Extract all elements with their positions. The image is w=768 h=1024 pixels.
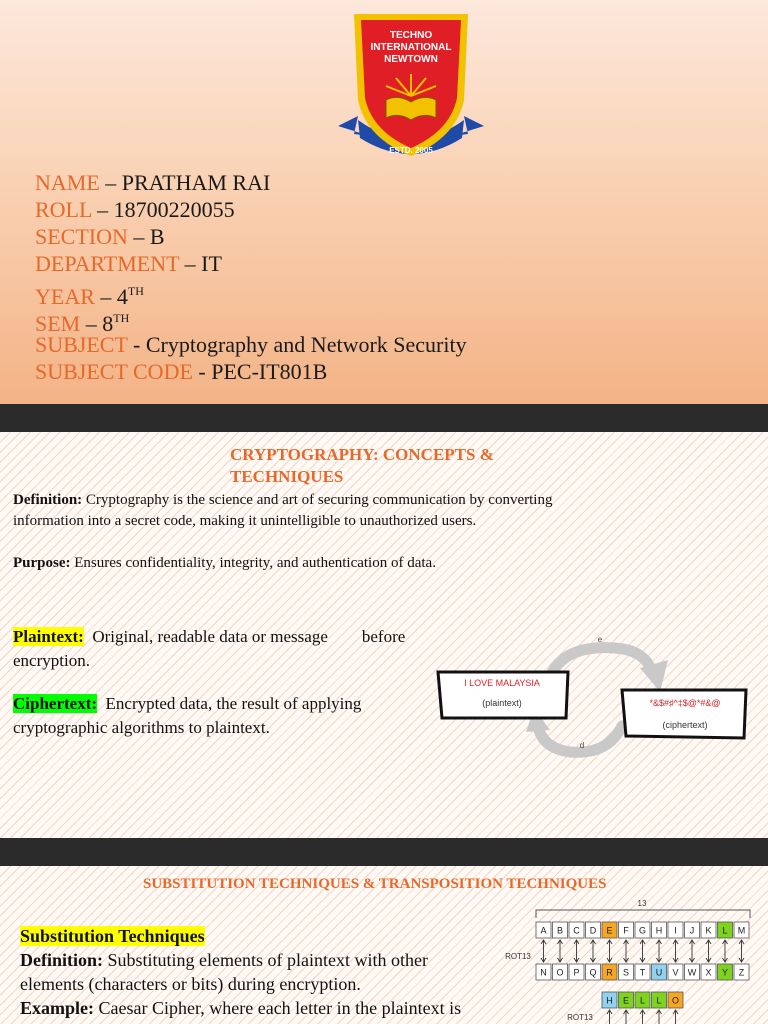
hello-arrow [673, 1010, 678, 1024]
concepts-slide [0, 432, 768, 838]
value: – IT [179, 251, 222, 276]
definition-text-2: information into a secret code, making it unintelligible to unauthorized users. [13, 513, 477, 529]
label: SECTION [35, 224, 128, 249]
rot-bottom-letter: Z [738, 967, 745, 978]
rot-top-letter: C [573, 925, 580, 936]
ciphertext-label: Ciphertext: [13, 694, 98, 713]
rot-top-letter: E [606, 925, 613, 936]
rot13-label-2: ROT13 [567, 1013, 593, 1022]
info-subject-code [35, 359, 327, 385]
rot-mapping-arrow [673, 940, 678, 962]
rot-bottom-letter: N [540, 967, 547, 978]
hello-letter: H [606, 995, 613, 1006]
rot-mapping-arrow [657, 940, 662, 962]
rot-bottom-letter: W [687, 967, 697, 978]
slide-separator [0, 404, 768, 432]
rot13-diagram [500, 896, 760, 1024]
example-line [20, 997, 461, 1020]
rot-bottom-letter: U [655, 967, 663, 978]
slide-title [230, 444, 560, 488]
rot-mapping-arrow [640, 940, 645, 962]
plaintext-text: Original, readable data or message before [83, 627, 406, 646]
slide-separator [0, 838, 768, 866]
definition-line-2: elements (characters or bits) during encryption. [20, 974, 361, 994]
rot-top-letter: K [705, 925, 712, 936]
label: SUBJECT [35, 332, 128, 357]
substitution-slide [0, 866, 768, 1024]
example-label: Example: [20, 998, 94, 1018]
rot-mapping-arrow [591, 940, 596, 962]
rot-mapping-arrow [739, 940, 744, 962]
ciphertext-message: *&$#♯^‡$@*#&@ [649, 698, 721, 708]
plaintext-paragraph [13, 625, 405, 673]
definition-text: Cryptography is the science and art of securing communication by converting [82, 492, 553, 508]
rot-top-letter: A [540, 925, 547, 936]
value: – 4 [94, 284, 128, 309]
example-text: Caesar Cipher, where each letter in the plaintext is [94, 998, 462, 1018]
sub-heading [20, 925, 205, 948]
ciphertext-caption: (ciphertext) [662, 720, 708, 730]
sub-heading-text: Substitution Techniques [20, 926, 205, 946]
rot-top-letter: B [556, 925, 564, 936]
purpose-paragraph [13, 553, 436, 574]
rot-mapping-arrow [574, 940, 579, 962]
plaintext-caption: (plaintext) [482, 698, 522, 708]
plaintext-label: Plaintext: [13, 627, 84, 646]
rot-bottom-letter: R [606, 967, 613, 978]
rot-bottom-letter: Y [721, 967, 729, 978]
purpose-label: Purpose: [13, 555, 71, 571]
title-line-2: TECHNIQUES [230, 467, 344, 486]
hello-letter: L [656, 995, 662, 1006]
info-name [35, 170, 270, 196]
plaintext-text-2: encryption. [13, 651, 90, 670]
rot-mapping-arrow [624, 940, 629, 962]
info-section [35, 224, 165, 250]
value: – 18700220055 [91, 197, 235, 222]
ciphertext-paragraph [13, 692, 361, 740]
info-roll [35, 197, 235, 223]
shift-label: 13 [637, 899, 647, 908]
rot-mapping-arrow [541, 940, 546, 962]
rot-top-letter: J [689, 925, 695, 936]
label: YEAR [35, 284, 95, 309]
hello-letter: L [639, 995, 646, 1006]
info-department [35, 251, 222, 277]
rot13-cells [536, 922, 749, 1024]
hello-arrow [624, 1010, 629, 1024]
rot-top-letter: L [722, 925, 728, 936]
rot-top-letter: F [623, 925, 629, 936]
hello-arrow [657, 1010, 662, 1024]
definition-paragraph [13, 490, 758, 532]
rot13-label: ROT13 [505, 952, 531, 961]
logo-estd: ESTD. 2005 [389, 146, 433, 155]
value: – B [127, 224, 165, 249]
rot-top-letter: H [655, 925, 663, 936]
decrypt-label: d [579, 741, 585, 750]
hello-arrow [640, 1010, 645, 1024]
ciphertext-text: Encrypted data, the result of applying [97, 694, 362, 713]
college-logo [336, 8, 486, 160]
rot-bottom-letter: T [639, 967, 646, 978]
rot-bottom-letter: P [573, 967, 580, 978]
value: - Cryptography and Network Security [127, 332, 467, 357]
logo-line-3: NEWTOWN [384, 54, 438, 65]
value: - PEC-IT801B [192, 359, 328, 384]
rot-top-letter: I [674, 925, 677, 936]
info-subject [35, 332, 467, 358]
label: SUBJECT CODE [35, 359, 193, 384]
value: – PRATHAM RAI [99, 170, 271, 195]
rot-mapping-arrow [607, 940, 612, 962]
rot-top-letter: G [638, 925, 647, 936]
rot-bottom-letter: Q [589, 967, 597, 978]
encryption-diagram [430, 630, 760, 760]
superscript: TH [127, 284, 144, 298]
hello-arrow [607, 1010, 612, 1024]
hello-letter: E [622, 995, 630, 1006]
label: SEM [35, 311, 81, 336]
value: – 8 [80, 311, 114, 336]
definition-line [20, 949, 428, 972]
label: NAME [35, 170, 100, 195]
rot-mapping-arrow [706, 940, 711, 962]
rot-bottom-letter: V [672, 967, 679, 978]
logo-line-2: INTERNATIONAL [370, 42, 452, 53]
rot-top-letter: D [589, 925, 597, 936]
rot-mapping-arrow [558, 940, 563, 962]
plaintext-message: I LOVE MALAYSIA [464, 678, 540, 688]
rot-bottom-letter: X [705, 967, 712, 978]
title-slide [0, 0, 768, 404]
encrypt-label: e [597, 635, 603, 644]
label: DEPARTMENT [35, 251, 180, 276]
logo-line-1: TECHNO [389, 30, 433, 41]
rot-bottom-letter: S [622, 967, 630, 978]
definition-label: Definition: [20, 950, 103, 970]
title-line-1: CRYPTOGRAPHY: CONCEPTS & [230, 445, 494, 464]
rot-top-letter: M [737, 925, 746, 936]
definition-text: Substituting elements of plaintext with other [103, 950, 428, 970]
superscript: TH [113, 311, 130, 325]
rot-mapping-arrow [690, 940, 695, 962]
rot-bottom-letter: O [556, 967, 564, 978]
ciphertext-text-2: cryptographic algorithms to plaintext. [13, 718, 270, 737]
definition-label: Definition: [13, 492, 83, 508]
purpose-text: Ensures confidentiality, integrity, and authentication of data. [70, 555, 436, 571]
hello-letter: O [671, 995, 680, 1006]
slide-title: SUBSTITUTION TECHNIQUES & TRANSPOSITION TECHNIQUES [143, 876, 607, 892]
label: ROLL [35, 197, 92, 222]
rot-mapping-arrow [723, 940, 728, 962]
